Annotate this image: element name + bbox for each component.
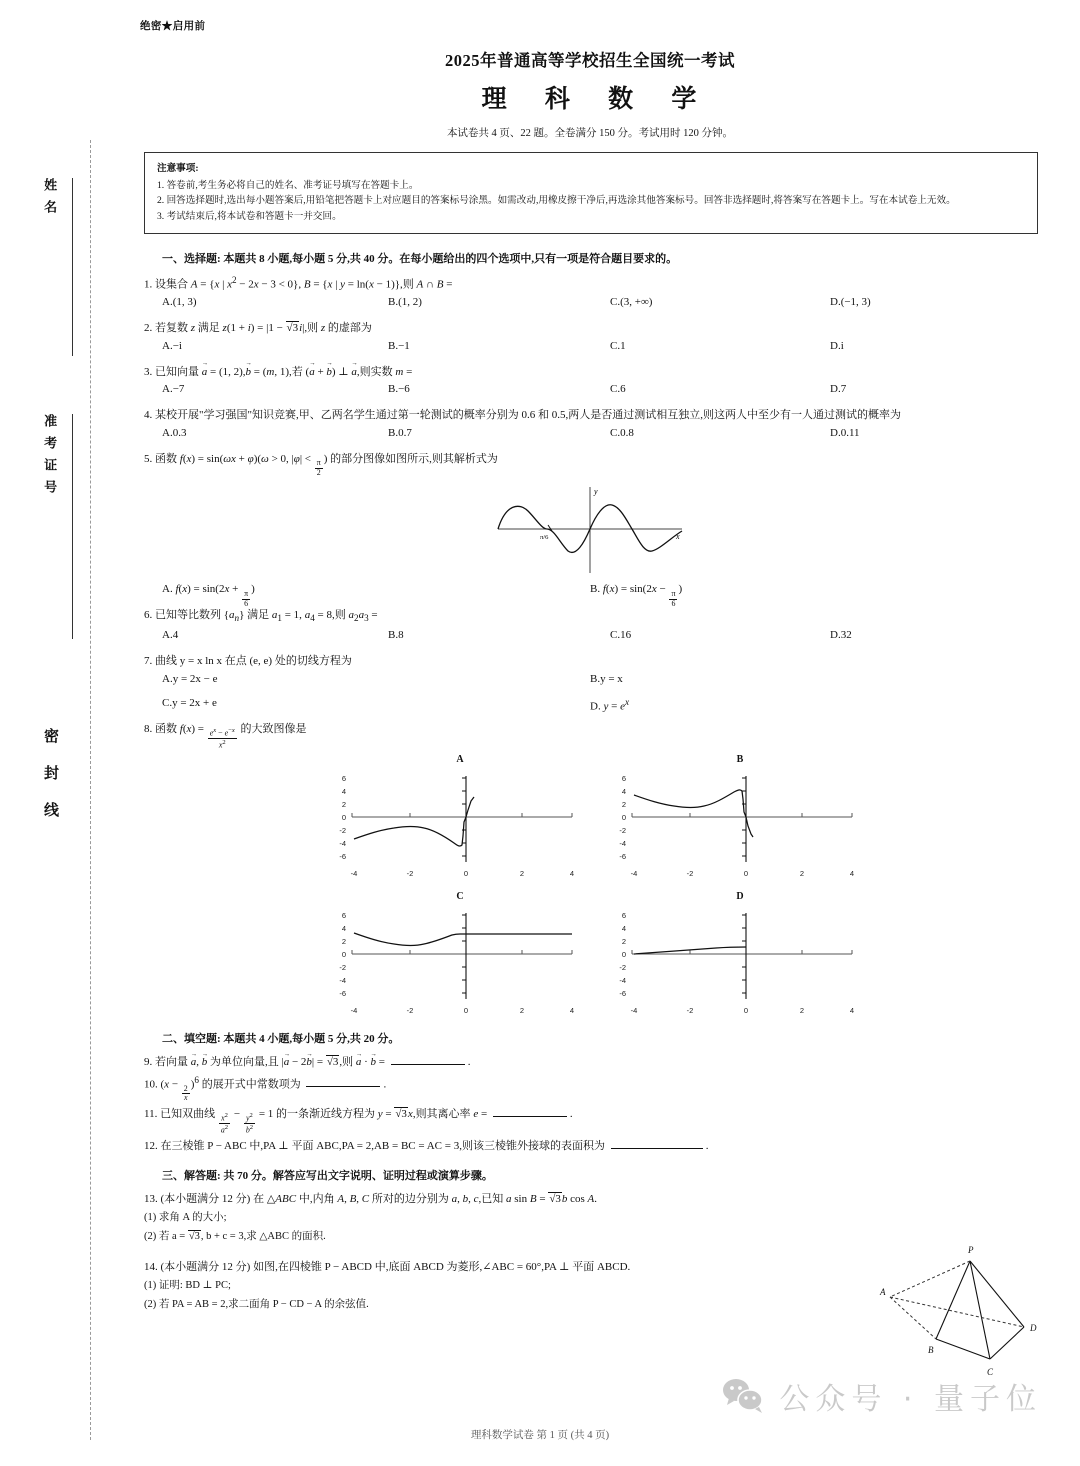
- question-10-tail: 的展开式中常数项为: [201, 1078, 301, 1091]
- svg-text:x: x: [676, 532, 680, 542]
- option-a[interactable]: A.4: [162, 629, 179, 642]
- notice-line-1: 1. 答卷前,考生务必将自己的姓名、准考证号填写在答题卡上。: [157, 179, 419, 191]
- question-11-number: 11.: [144, 1107, 158, 1120]
- svg-text:-2: -2: [619, 826, 626, 836]
- question-14-figure: [872, 1239, 1062, 1394]
- svg-text:-2: -2: [406, 869, 414, 879]
- vertex-label-b: B: [928, 1345, 934, 1355]
- svg-text:-2: -2: [339, 826, 346, 836]
- option-a[interactable]: A.y = 2x − e: [162, 672, 218, 685]
- svg-text:-6: -6: [339, 852, 346, 862]
- svg-text:-6: -6: [619, 852, 626, 862]
- question-3-number: 3.: [144, 365, 153, 378]
- svg-text:y: y: [594, 487, 598, 497]
- exam-page: [132, 0, 1080, 1466]
- question-14-part-1: (1) 证明: BD ⊥ PC;: [144, 1280, 231, 1292]
- vertex-label-p: P: [968, 1245, 974, 1255]
- field-exam-number: [14, 414, 84, 502]
- option-c[interactable]: C.16: [610, 629, 632, 642]
- option-c[interactable]: C.y = 2x + e: [162, 696, 217, 709]
- option-b[interactable]: B.−6: [388, 383, 410, 396]
- figure-a-label: A: [456, 754, 464, 766]
- option-c[interactable]: C.6: [610, 383, 626, 396]
- question-14-marks: (本小题满分 12 分): [160, 1260, 251, 1273]
- svg-text:4: 4: [849, 1006, 855, 1016]
- svg-text:-6: -6: [339, 989, 346, 999]
- seal-dashed-line: [90, 140, 91, 1440]
- question-3-options: [140, 383, 1040, 400]
- question-12-text: 在三棱锥 P − ABC 中,PA ⊥ 平面 ABC,PA = 2,AB = BC = AC = 3,则该三棱锥外接球的表面积为: [160, 1140, 605, 1153]
- question-8-figures: [320, 754, 880, 1026]
- svg-text:-6: -6: [619, 989, 626, 999]
- figure-c: [320, 891, 600, 1026]
- svg-text:-4: -4: [630, 869, 638, 879]
- option-d[interactable]: D.7: [830, 383, 847, 396]
- field-exam-number-label: 准考证号: [42, 414, 58, 502]
- question-5-number: 5.: [144, 452, 153, 465]
- page-footer: 理科数学试卷 第 1 页 (共 4 页): [470, 1430, 610, 1441]
- question-4-options: [140, 427, 1040, 444]
- figure-a: [320, 754, 600, 889]
- field-name: [14, 178, 84, 222]
- option-c[interactable]: C.(3, +∞): [610, 296, 653, 309]
- figure-b-plot: [600, 766, 860, 884]
- svg-text:4: 4: [341, 787, 346, 797]
- figure-d-label: D: [736, 891, 744, 903]
- svg-text:-2: -2: [686, 869, 694, 879]
- section-3-heading: 三、解答题: 共 70 分。解答应写出文字说明、证明过程或演算步骤。: [162, 1169, 493, 1182]
- option-b[interactable]: B.8: [388, 629, 404, 642]
- question-14-part-2: (2) 若 PA = AB = 2,求二面角 P − CD − A 的余弦值.: [144, 1299, 369, 1311]
- wechat-icon: [721, 1377, 765, 1415]
- figure-c-plot: [320, 903, 580, 1021]
- svg-text:-4: -4: [339, 976, 346, 986]
- section-1-heading: 一、选择题: 本题共 8 小题,每小题 5 分,共 40 分。在每小题给出的四个选项中,只有一项是符合题目要求的。: [162, 253, 678, 266]
- option-d[interactable]: D.32: [830, 629, 852, 642]
- question-3-stem: 3. 已知向量 a → = (1, 2),b → = (m, 1),若 (a → + b →) ⊥ a →,则实数 m =: [144, 364, 1040, 381]
- answer-blank-10[interactable]: [306, 1076, 380, 1087]
- svg-text:-4: -4: [619, 976, 626, 986]
- svg-text:-4: -4: [350, 1006, 358, 1016]
- answer-blank-11[interactable]: [493, 1106, 567, 1117]
- watermark: [721, 1374, 1042, 1418]
- sine-graph: [490, 481, 690, 577]
- svg-text:0: 0: [743, 869, 749, 879]
- question-5-options: [140, 583, 1040, 608]
- svg-text:4: 4: [621, 787, 626, 797]
- svg-text:0: 0: [743, 1006, 749, 1016]
- question-12: 12. 在三棱锥 P − ABC 中,PA ⊥ 平面 ABC,PA = 2,AB = BC = AC = 3,则该三棱锥外接球的表面积为 .: [144, 1140, 709, 1153]
- question-6-number: 6.: [144, 609, 153, 622]
- svg-text:-4: -4: [630, 1006, 638, 1016]
- question-9: 9. 若向量 a →, b → 为单位向量,且 |a → − 2b →| = √3,则 a → · b → = .: [144, 1054, 1040, 1071]
- svg-text:2: 2: [341, 800, 346, 810]
- figure-d-plot: [600, 903, 860, 1021]
- question-1-stem: 1. 设集合 A = {x | $x^2 - 2x - 3 < 0$}, B = {x | y = ln(x − 1)},则 A ∩ B =: [144, 275, 453, 291]
- field-name-label: 姓名: [42, 178, 58, 222]
- seal-column: [0, 0, 132, 1466]
- svg-text:π/6: π/6: [540, 534, 549, 542]
- option-a[interactable]: A.−i: [162, 339, 182, 352]
- option-b[interactable]: B.0.7: [388, 426, 412, 439]
- question-7-text: 曲线 y = x ln x 在点 (e, e) 处的切线方程为: [155, 655, 352, 668]
- svg-text:2: 2: [621, 800, 626, 810]
- watermark-text: 公众号 · 量子位: [779, 1382, 1042, 1417]
- option-a[interactable]: A.(1, 3): [162, 296, 197, 309]
- question-1-options: [140, 296, 1040, 313]
- figure-c-label: C: [456, 891, 464, 903]
- question-8-number: 8.: [144, 722, 153, 735]
- option-b[interactable]: B. f(x) = sin(2x − $\frac{\pi}{6}$ ): [590, 583, 683, 608]
- seal-line-label: 密封线: [42, 728, 58, 839]
- option-a[interactable]: A. f(x) = sin(2x + $\frac{\pi}{6}$ ): [162, 583, 255, 608]
- notice-line-3: 3. 考试结束后,将本试卷和答题卡一并交回。: [157, 210, 342, 222]
- question-12-number: 12.: [144, 1140, 158, 1153]
- svg-text:6: 6: [621, 774, 626, 784]
- svg-text:-2: -2: [619, 963, 626, 973]
- question-6-stem: 6. 已知等比数列 $\{a_n\}$ 满足 $a_1 = 1$, $a_4 = 8$,则 $a_2a_3$ =: [144, 609, 378, 624]
- question-2-stem: 2. 若复数 z 满足 z(1 + i) = |1 − √3i|,则 z 的虚部为: [144, 322, 372, 335]
- field-exam-number-rule: [72, 414, 73, 639]
- svg-text:0: 0: [341, 950, 346, 960]
- question-14-number: 14.: [144, 1260, 158, 1273]
- question-2-number: 2.: [144, 322, 153, 335]
- svg-text:2: 2: [519, 1006, 525, 1016]
- svg-text:4: 4: [621, 924, 626, 934]
- option-d[interactable]: D.(−1, 3): [830, 296, 871, 309]
- option-c[interactable]: C.0.8: [610, 426, 634, 439]
- question-5-figure: [140, 481, 1040, 577]
- question-4-text: 某校开展"学习强国"知识竞赛,甲、乙两名学生通过第一轮测试的概率分别为 0.6 和 0.5,两人是否通过测试相互独立,则这两人中至少有一人通过测试的概率为: [155, 409, 901, 422]
- question-10-number: 10.: [144, 1078, 158, 1091]
- question-14-text: 如图,在四棱锥 P − ABCD 中,底面 ABCD 为菱形,∠ABC = 60°,PA ⊥ 平面 ABCD.: [253, 1260, 631, 1273]
- svg-text:6: 6: [341, 774, 346, 784]
- option-d[interactable]: D.0.11: [830, 426, 860, 439]
- svg-text:6: 6: [341, 911, 346, 921]
- question-13-marks: (本小题满分 12 分): [160, 1192, 251, 1205]
- svg-text:2: 2: [621, 937, 626, 947]
- question-5-stem: 5. 函数 f(x) = sin(ωx + φ)(ω > 0, |φ| < $\frac{\pi}{2}$ ) 的部分图像如图所示,则其解析式为: [144, 452, 498, 477]
- notice-box: [144, 152, 1038, 234]
- question-8-tail: 的大致图像是: [240, 722, 307, 735]
- svg-text:4: 4: [569, 869, 575, 879]
- question-8-stem: 8. 函数 f(x) = $\frac{e^x - e^{-x}}{x^2}$ 的大致图像是: [144, 722, 307, 750]
- question-7-options-row1: [140, 673, 1040, 690]
- section-2-heading: 二、填空题: 本题共 4 小题,每小题 5 分,共 20 分。: [162, 1033, 400, 1046]
- svg-text:-2: -2: [686, 1006, 694, 1016]
- option-d[interactable]: D. $y = e^x$: [590, 696, 630, 713]
- question-13-part-1: (1) 求角 A 的大小;: [144, 1212, 227, 1224]
- svg-text:0: 0: [621, 813, 626, 823]
- svg-text:-4: -4: [619, 839, 626, 849]
- question-13-number: 13.: [144, 1192, 158, 1205]
- exam-subtitle: 本试卷共 4 页、22 题。全卷满分 150 分。考试用时 120 分钟。: [446, 128, 734, 139]
- svg-text:0: 0: [463, 1006, 469, 1016]
- question-2-options: [140, 340, 1040, 357]
- question-6-options: [140, 629, 1040, 646]
- vertex-label-c: C: [987, 1367, 994, 1377]
- question-7-number: 7.: [144, 655, 153, 668]
- pyramid-diagram: [872, 1239, 1062, 1389]
- question-11: 11. 已知双曲线 $\frac{x^2}{a^2}$ − $\frac{y^2}{b^2}$ = 1 的一条渐近线方程为 y = √3x,则其离心率 e = .: [144, 1107, 573, 1135]
- svg-text:4: 4: [569, 1006, 575, 1016]
- answer-blank-12[interactable]: [611, 1138, 703, 1149]
- secret-mark: 绝密★启用前: [140, 21, 206, 32]
- option-c[interactable]: C.1: [610, 339, 626, 352]
- option-a[interactable]: A.−7: [162, 383, 185, 396]
- question-13-stem: 13. (本小题满分 12 分) 在 △ABC 中,内角 A, B, C 所对的边分别为 a, b, c,已知 a sin B = √3b cos A.: [144, 1192, 598, 1205]
- svg-text:-2: -2: [406, 1006, 414, 1016]
- svg-text:-4: -4: [339, 839, 346, 849]
- svg-text:-2: -2: [339, 963, 346, 973]
- option-d[interactable]: D.i: [830, 339, 844, 352]
- svg-text:0: 0: [621, 950, 626, 960]
- question-7-options-row2: [140, 697, 1040, 714]
- figure-b: [600, 754, 880, 889]
- option-b[interactable]: B.y = x: [590, 672, 623, 685]
- page-title: 2025年普通高等学校招生全国统一考试: [445, 51, 735, 70]
- notice-heading: 注意事项:: [157, 163, 199, 174]
- question-4-number: 4.: [144, 409, 153, 422]
- svg-text:6: 6: [621, 911, 626, 921]
- question-4-stem: [144, 407, 1040, 424]
- option-b[interactable]: B.(1, 2): [388, 296, 422, 309]
- svg-text:0: 0: [341, 813, 346, 823]
- svg-text:4: 4: [849, 869, 855, 879]
- option-a[interactable]: A.0.3: [162, 426, 187, 439]
- notice-line-2: 2. 回答选择题时,选出每小题答案后,用铅笔把答题卡上对应题目的答案标号涂黑。如需改动,用橡皮擦干净后,再选涂其他答案标号。回答非选择题时,将答案写在答题卡上。写在本试卷上无效。: [157, 195, 956, 207]
- subject-title: 理 科 数 学: [481, 86, 713, 113]
- answer-blank-9[interactable]: [391, 1054, 465, 1065]
- figure-d: [600, 891, 880, 1026]
- question-10: 10. (x − $\frac{2}{x}$ )$^6$ 的展开式中常数项为 .: [144, 1074, 387, 1103]
- field-name-rule: [72, 178, 73, 356]
- vertex-label-a: A: [880, 1287, 886, 1297]
- svg-text:2: 2: [519, 869, 525, 879]
- svg-text:2: 2: [799, 869, 805, 879]
- figure-a-plot: [320, 766, 580, 884]
- question-13-part-2: (2) 若 a = √3, b + c = 3,求 △ABC 的面积.: [144, 1231, 326, 1243]
- svg-text:-4: -4: [350, 869, 358, 879]
- svg-text:0: 0: [463, 869, 469, 879]
- question-9-number: 9.: [144, 1056, 153, 1069]
- question-1-number: 1.: [144, 278, 153, 291]
- svg-text:2: 2: [799, 1006, 805, 1016]
- option-b[interactable]: B.−1: [388, 339, 410, 352]
- svg-text:4: 4: [341, 924, 346, 934]
- svg-text:2: 2: [341, 937, 346, 947]
- question-7-stem: [144, 653, 1040, 670]
- vertex-label-d: D: [1030, 1323, 1037, 1333]
- figure-b-label: B: [736, 754, 744, 766]
